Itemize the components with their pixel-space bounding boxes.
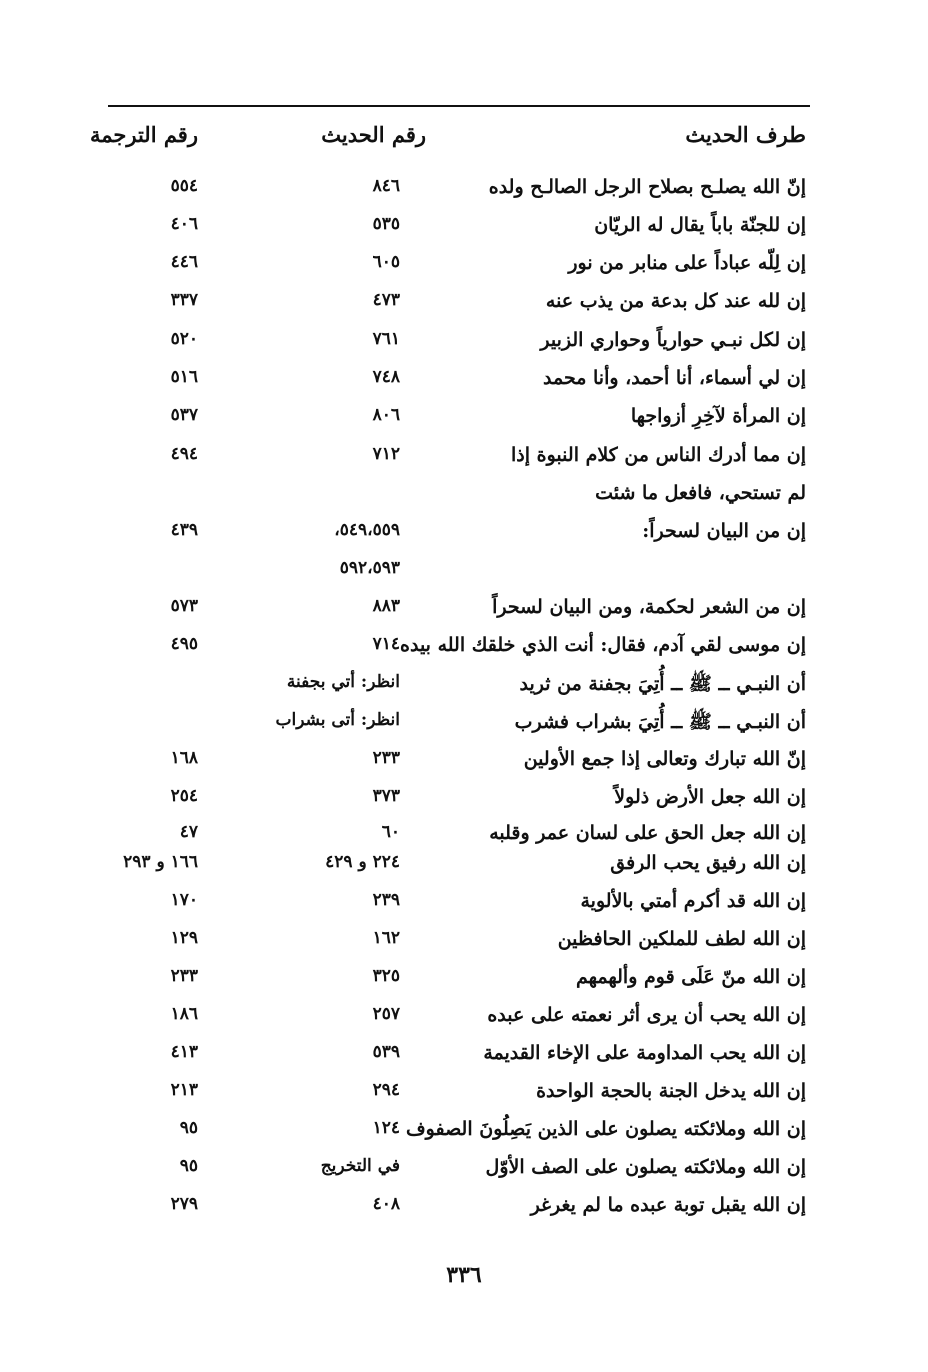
table-row [0,1156,928,1192]
table-row [0,966,928,1002]
column-header-translation-number: رقم الترجمة [89,122,198,147]
table-row [0,928,928,964]
hadith-number: ٢٥٧ [372,1004,400,1024]
hadith-number: ٥٩٢،٥٩٣ [339,558,400,578]
hadith-number: ٧١٢ [372,444,400,464]
hadith-number: ٨٨٣ [372,596,400,616]
hadith-number: ٦٠ [381,822,400,842]
translation-number: ١٦٦ و ٢٩٣ [123,852,198,872]
hadith-number: انظر: أتى بشراب [275,710,400,730]
translation-number: ٥٢٠ [170,329,198,349]
table-row [0,444,928,480]
table-row [0,405,928,441]
hadith-number: ١٢٤ [372,1118,400,1138]
hadith-number: ٢٩٤ [372,1080,400,1100]
hadith-text: إن لِلّه عباداً على منابر من نور [568,252,806,274]
translation-number: ٩٥ [179,1118,198,1138]
hadith-text: إن الله وملائكته يصلون على الصف الأوّل [485,1156,806,1178]
table-row [0,329,928,365]
translation-number: ٥٣٧ [170,405,198,425]
hadith-number: ٥٣٥ [372,214,400,234]
table-row [0,1042,928,1078]
translation-number: ٩٥ [179,1156,198,1176]
table-row [0,710,928,746]
translation-number: ٥٧٣ [170,596,198,616]
hadith-text: إن الله منّ عَلَى قوم وألهمهم [575,966,806,988]
translation-number: ١٧٠ [170,890,198,910]
translation-number: ٢٣٣ [170,966,198,986]
hadith-text: إن من البيان لسحراً: [642,520,806,542]
hadith-number: ٦٠٥ [372,252,400,272]
translation-number: ١٨٦ [170,1004,198,1024]
hadith-text: إن الله جعل الأرض ذلولاً [614,786,806,808]
translation-number: ٤١٣ [170,1042,198,1062]
hadith-number: ٧١٤ [372,634,400,654]
page-number: ٣٣٦ [446,1262,482,1288]
hadith-text: إن موسى لقي آدم، فقال: أنت الذي خلقك الله بيده [400,634,806,656]
table-row [0,1194,928,1230]
table-row [0,1004,928,1040]
translation-number: ٢٧٩ [170,1194,198,1214]
hadith-text: أن النبـي ــ ﷺ ــ أُتِيَ بجفنة من ثريد [519,673,806,695]
hadith-number: ٢٣٣ [372,748,400,768]
table-row [0,520,928,556]
translation-number: ٥٥٤ [170,176,198,196]
hadith-text: إن لي أسماء، أنا أحمد، وأنا محمد [543,367,806,389]
table-row [0,290,928,326]
hadith-number: ٢٣٩ [372,890,400,910]
translation-number: ١٦٨ [170,748,198,768]
translation-number: ٢١٣ [170,1080,198,1100]
hadith-number: في التخريج [320,1156,400,1176]
translation-number: ٣٣٧ [170,290,198,310]
table-row [0,214,928,250]
table-row [0,252,928,288]
translation-number: ٢٥٤ [170,786,198,806]
hadith-text: إن الله يحب أن يرى أثر نعمته على عبده [487,1004,806,1026]
translation-number: ٤٣٩ [170,520,198,540]
hadith-text: إن الله لطف للملكين الحافظين [557,928,806,950]
table-row [0,890,928,926]
hadith-number: ٥٣٩ [372,1042,400,1062]
column-header-hadith-text: طرف الحديث [685,122,806,147]
table-row [0,672,928,708]
table-row [0,367,928,403]
hadith-text: لم تستحي، فافعل ما شئت [595,482,806,504]
hadith-number: ٢٢٤ و ٤٢٩ [325,852,400,872]
translation-number: ١٢٩ [170,928,198,948]
hadith-number: ٥٤٩،٥٥٩، [334,520,400,540]
hadith-text: إن المرأة لآخِرِ أزواجها [630,405,806,427]
translation-number: ٤٩٤ [170,444,198,464]
translation-number: ٥١٦ [170,367,198,387]
hadith-number: ٧٦١ [372,329,400,349]
table-row [0,852,928,888]
hadith-number: ٣٧٣ [372,786,400,806]
table-row [0,596,928,632]
column-header-hadith-number: رقم الحديث [321,122,426,147]
hadith-text: إن لكل نبـي حوارياً وحواري الزبير [540,329,806,351]
translation-number: ٤٩٥ [170,634,198,654]
hadith-text: إن الله جعل الحق على لسان عمر وقلبه [489,822,806,844]
hadith-number: ٤٠٨ [372,1194,400,1214]
table-row [0,1080,928,1116]
hadith-text: إن الله يدخل الجنة بالحجة الواحدة [536,1080,806,1102]
hadith-number: ٨٠٦ [372,405,400,425]
hadith-number: ٤٧٣ [372,290,400,310]
hadith-number: انظر: أتي بجفنة [286,672,400,692]
table-row [0,558,928,594]
hadith-text: إن للجنّة باباً يقال له الريّان [594,214,806,236]
hadith-number: ٨٤٦ [372,176,400,196]
hadith-number: ١٦٢ [372,928,400,948]
hadith-text: إن الله قد أكرم أمتي بالألوية [580,890,806,912]
translation-number: ٤٧ [179,822,198,842]
translation-number: ٤٤٦ [170,252,198,272]
hadith-number: ٣٢٥ [372,966,400,986]
table-row [0,176,928,212]
table-row [0,786,928,822]
table-row [0,748,928,784]
hadith-text: إن الله يقبل توبة عبده ما لم يغرغر [530,1194,806,1216]
table-row [0,634,928,670]
hadith-text: إن مما أدرك الناس من كلام النبوة إذا [511,444,806,466]
table-row [0,1118,928,1154]
hadith-text: إن من الشعر لحكمة، ومن البيان لسحراً [492,596,806,618]
hadith-text: إن لله عند كل بدعة من يذب عنه [545,290,806,312]
hadith-number: ٧٤٨ [372,367,400,387]
hadith-text: إن الله يحب المداومة على الإخاء القديمة [483,1042,806,1064]
hadith-text: إن الله وملائكته يصلون على الذين يَصِلُونَ الصفوف [405,1118,806,1140]
table-row [0,482,928,518]
hadith-text: إنّ الله تبارك وتعالى إذا جمع الأولين [523,748,806,770]
hadith-text: إنّ الله يصلـح بصلاح الرجل الصالـح ولده [488,176,806,198]
hadith-text: أن النبـي ــ ﷺ ــ أُتِيَ بشراب فشرب [514,711,806,733]
translation-number: ٤٠٦ [170,214,198,234]
hadith-text: إن الله رفيق يحب الرفق [610,852,806,874]
